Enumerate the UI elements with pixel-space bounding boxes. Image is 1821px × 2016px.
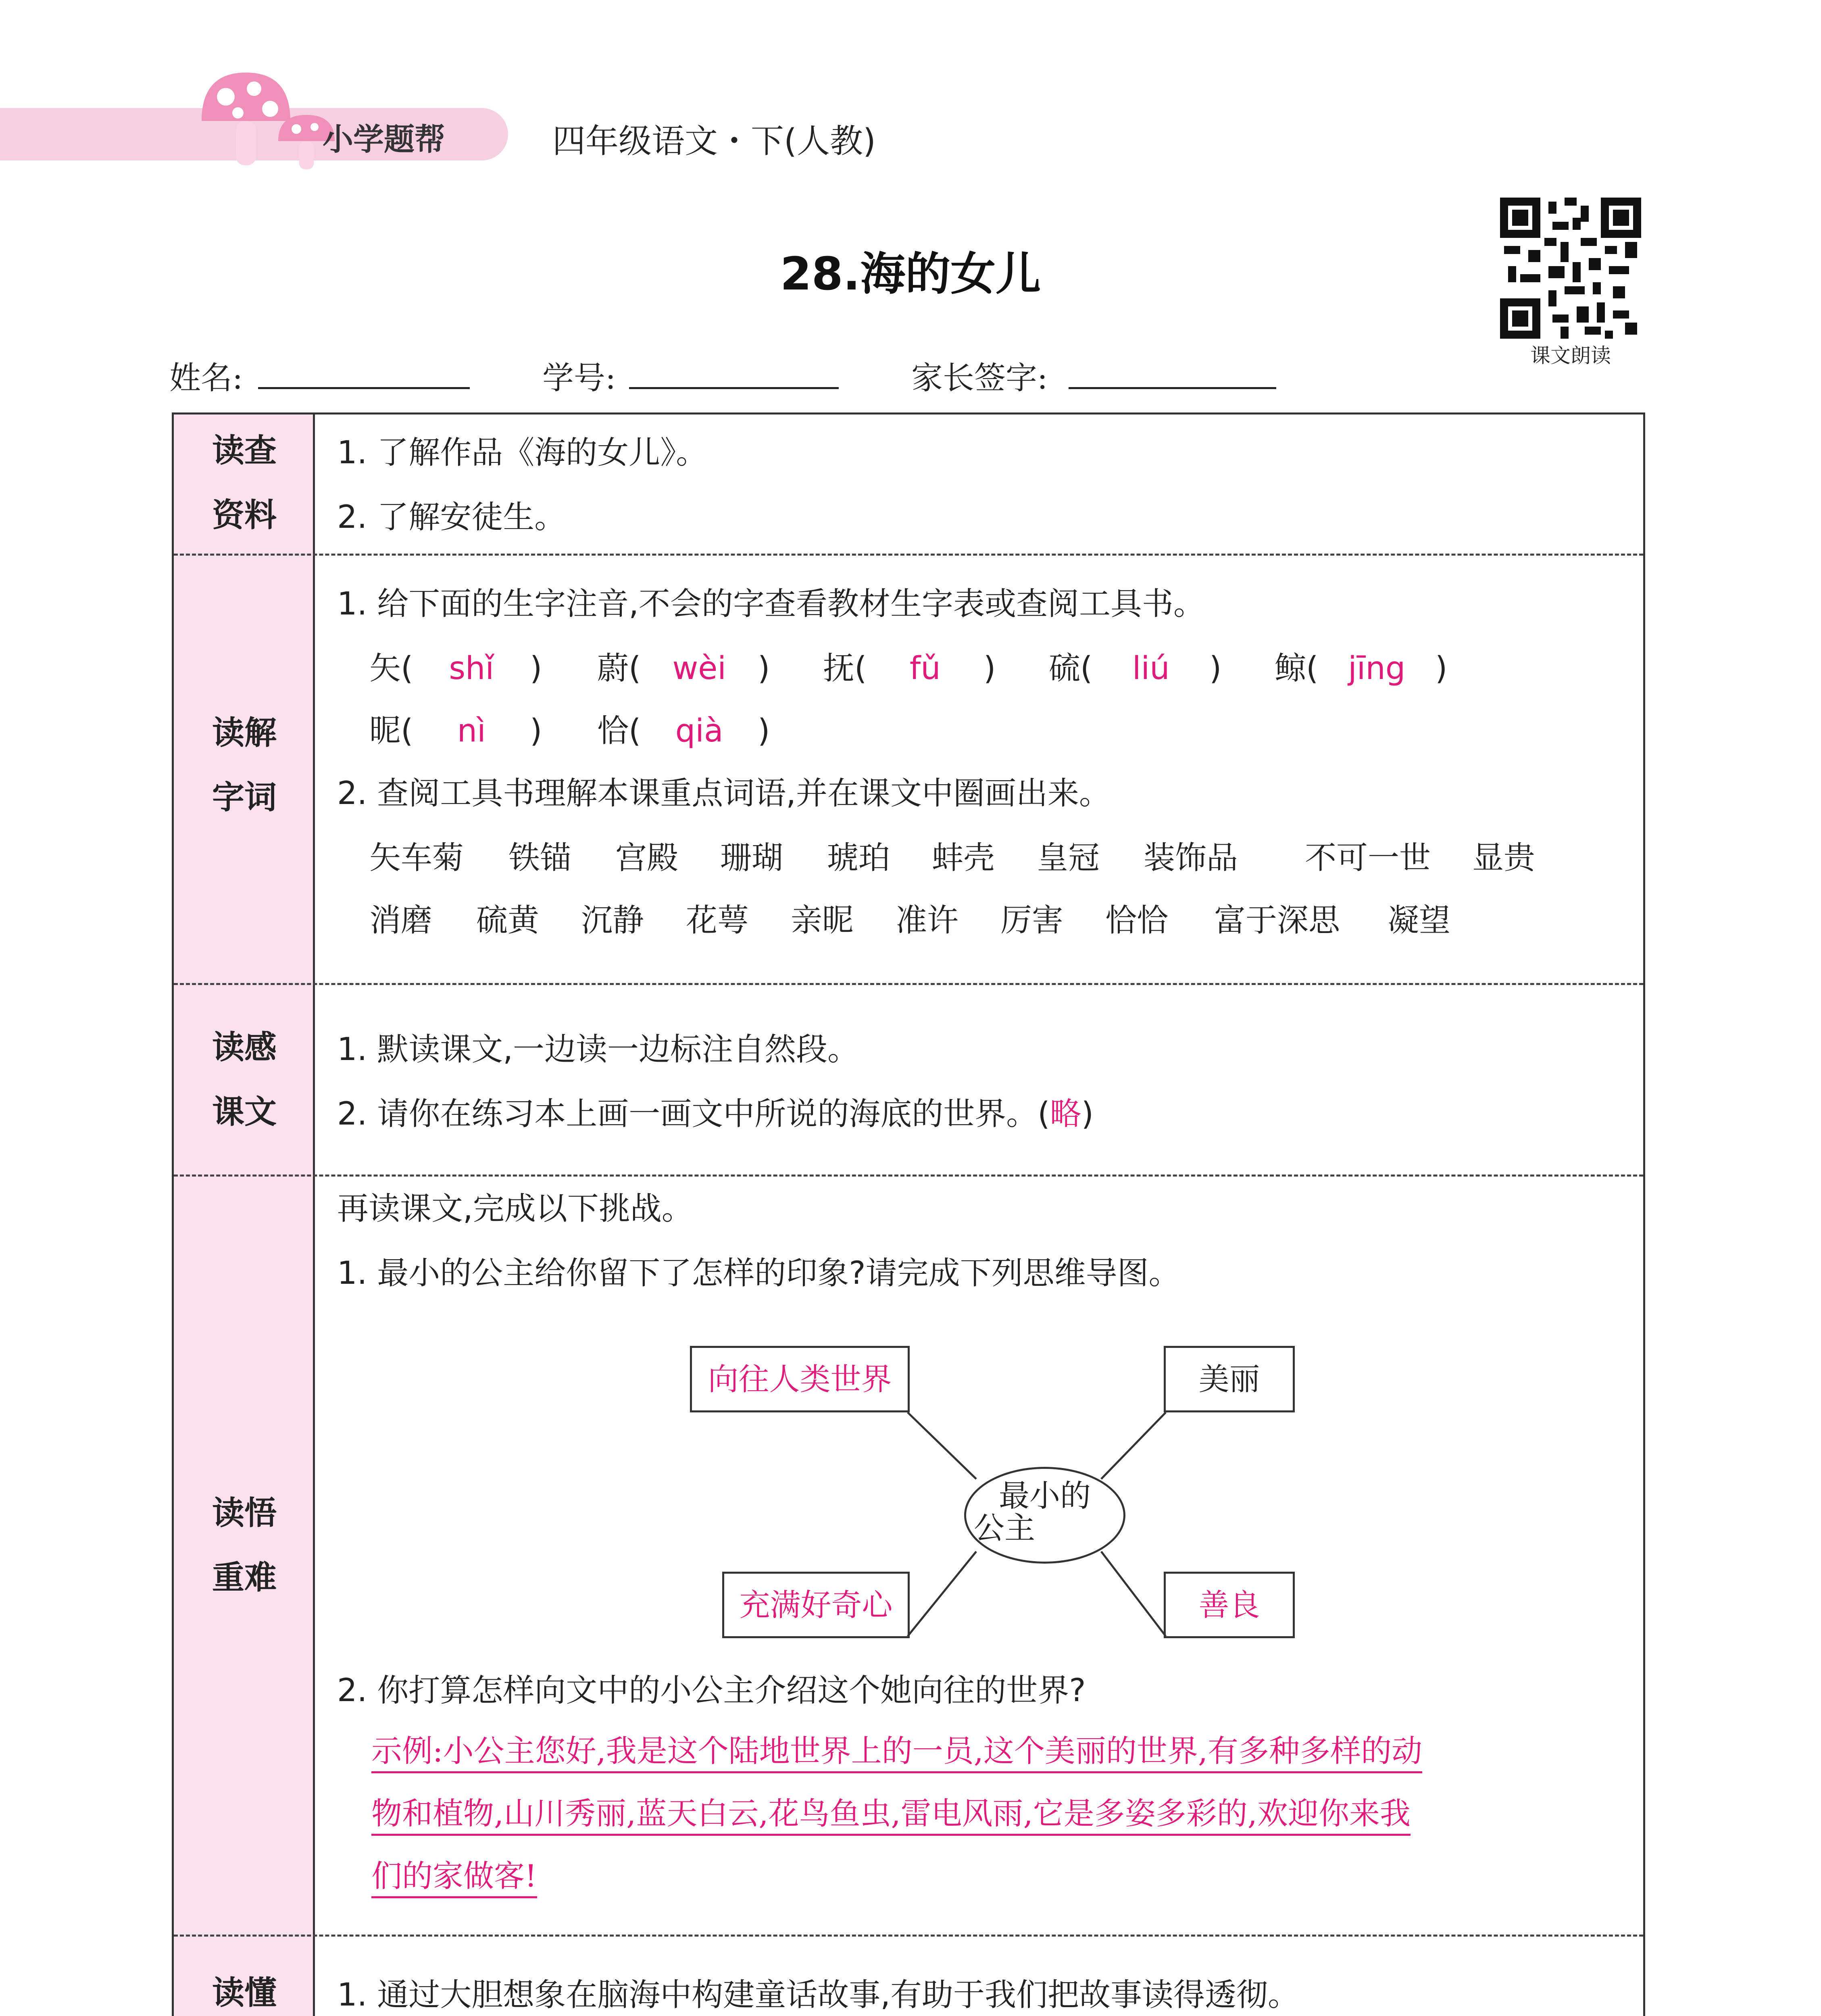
vocab-word: 铁锚 [508, 840, 572, 876]
s1-item-1: 1. 了解作品《海的女儿》。 [337, 435, 708, 471]
pinyin-char: 硫 [1049, 650, 1081, 687]
vocab-word: 花萼 [686, 902, 749, 939]
pinyin-char: 蔚 [597, 650, 629, 687]
s4-question-1: 1. 最小的公主给你留下了怎样的印象?请完成下列思维导图。 [337, 1255, 1180, 1291]
vocab-word: 凝望 [1388, 902, 1451, 939]
s4-intro: 再读课文,完成以下挑战。 [337, 1191, 693, 1227]
name-field[interactable] [258, 387, 470, 389]
parent-signature-field[interactable] [1069, 387, 1276, 389]
s3-item-2-end: ) [1081, 1096, 1094, 1132]
vocab-word: 消磨 [369, 902, 433, 939]
section-label-text-2: 课文 [212, 1093, 277, 1131]
vocab-word: 蚌壳 [932, 840, 995, 876]
pinyin-answer: shǐ [449, 650, 494, 687]
pinyin-char: 恰 [597, 713, 629, 749]
s4-answer-line-3: 们的家做客! [371, 1856, 537, 1896]
mindmap-top-right: 美丽 [1164, 1346, 1295, 1412]
vocab-word: 富于深思 [1214, 902, 1340, 939]
qr-code-icon[interactable] [1500, 198, 1641, 339]
s4-answer-line-1: 示例:小公主您好,我是这个陆地世界上的一员,这个美丽的世界,有多种多样的动 [371, 1731, 1422, 1771]
pinyin-answer: liú [1132, 650, 1170, 687]
mindmap-bottom-right: 善良 [1164, 1572, 1295, 1638]
parent-signature-label: 家长签字: [911, 360, 1048, 396]
mindmap-connectors [174, 414, 1643, 2016]
vocab-word: 琥珀 [827, 840, 890, 876]
vocab-word: 沉静 [581, 902, 644, 939]
s5-item-1: 1. 通过大胆想象在脑海中构建童话故事,有助于我们把故事读得透彻。 [337, 1977, 1300, 2013]
vocab-word: 宫殿 [615, 840, 679, 876]
section-label-method: 读懂 [212, 1974, 277, 2012]
pinyin-item: 恰( qià ) [597, 711, 770, 751]
s3-item-2-text: 2. 请你在练习本上画一画文中所说的海底的世界。( [337, 1096, 1050, 1132]
mindmap-top-left: 向往人类世界 [690, 1346, 910, 1412]
pinyin-item: 抚( fǔ ) [823, 648, 996, 689]
book-title: 四年级语文・下(人教) [552, 122, 876, 160]
vocab-word: 不可一世 [1305, 840, 1431, 876]
pinyin-item: 鲸( jīng ) [1275, 648, 1447, 689]
vocab-word: 厉害 [1000, 902, 1064, 939]
section-label-read-info-2: 资料 [212, 496, 277, 534]
pinyin-item: 蔚( wèi ) [597, 648, 770, 689]
pinyin-answer: qià [675, 713, 723, 749]
pinyin-item: 昵( nì ) [369, 711, 542, 751]
pinyin-answer: wèi [672, 650, 726, 687]
number-label: 学号: [542, 360, 616, 396]
s2-question-1: 1. 给下面的生字注音,不会的字查看教材生字表或查阅工具书。 [337, 586, 1205, 622]
s4-question-2: 2. 你打算怎样向文中的小公主介绍这个她向往的世界? [337, 1672, 1086, 1709]
s2-question-2: 2. 查阅工具书理解本课重点词语,并在课文中圈画出来。 [337, 775, 1111, 812]
preview-table [172, 412, 1645, 2016]
brand-name: 小学题帮 [323, 121, 445, 157]
lesson-title: 28.海的女儿 [780, 248, 1041, 300]
vocab-word: 亲昵 [791, 902, 854, 939]
s4-answer-line-2: 物和植物,山川秀丽,蓝天白云,花鸟鱼虫,雷电风雨,它是多姿多彩的,欢迎你来我 [371, 1793, 1411, 1834]
s3-item-2-answer: 略 [1050, 1096, 1081, 1132]
pinyin-item: 硫( liú ) [1049, 648, 1221, 689]
pinyin-char: 矢 [369, 650, 401, 687]
s3-item-1: 1. 默读课文,一边读一边标注自然段。 [337, 1031, 859, 1068]
section-label-text: 读感 [212, 1029, 277, 1066]
pinyin-char: 抚 [823, 650, 855, 687]
section-label-key-points: 读悟 [212, 1494, 277, 1532]
name-label: 姓名: [169, 360, 243, 396]
vocab-word: 准许 [896, 902, 959, 939]
pinyin-char: 鲸 [1275, 650, 1306, 687]
s1-item-2: 2. 了解安徒生。 [337, 499, 566, 535]
mindmap-center-line-2: 公主 [974, 1510, 1035, 1546]
vocab-word: 矢车菊 [369, 840, 464, 876]
vocab-word: 硫黄 [476, 902, 540, 939]
pinyin-answer: jīng [1348, 650, 1406, 687]
section-label-read-info: 读查 [212, 432, 277, 469]
vocab-word: 装饰品 [1144, 840, 1238, 876]
vocab-word: 恰恰 [1105, 902, 1169, 939]
vocab-word: 皇冠 [1037, 840, 1100, 876]
qr-label: 课文朗读 [1530, 344, 1611, 367]
mindmap-bottom-left: 充满好奇心 [722, 1572, 910, 1638]
pinyin-item: 矢( shǐ ) [369, 648, 542, 689]
section-label-words-2: 字词 [212, 779, 277, 816]
vocab-word: 珊瑚 [720, 840, 783, 876]
vocab-word: 显贵 [1472, 840, 1536, 876]
number-field[interactable] [629, 387, 839, 389]
pinyin-answer: fǔ [909, 650, 941, 687]
pinyin-answer: nì [457, 713, 486, 749]
pinyin-char: 昵 [369, 713, 401, 749]
section-label-words: 读解 [212, 714, 277, 752]
section-label-key-points-2: 重难 [212, 1559, 277, 1596]
mindmap-center-line-1: 最小的 [999, 1478, 1091, 1514]
